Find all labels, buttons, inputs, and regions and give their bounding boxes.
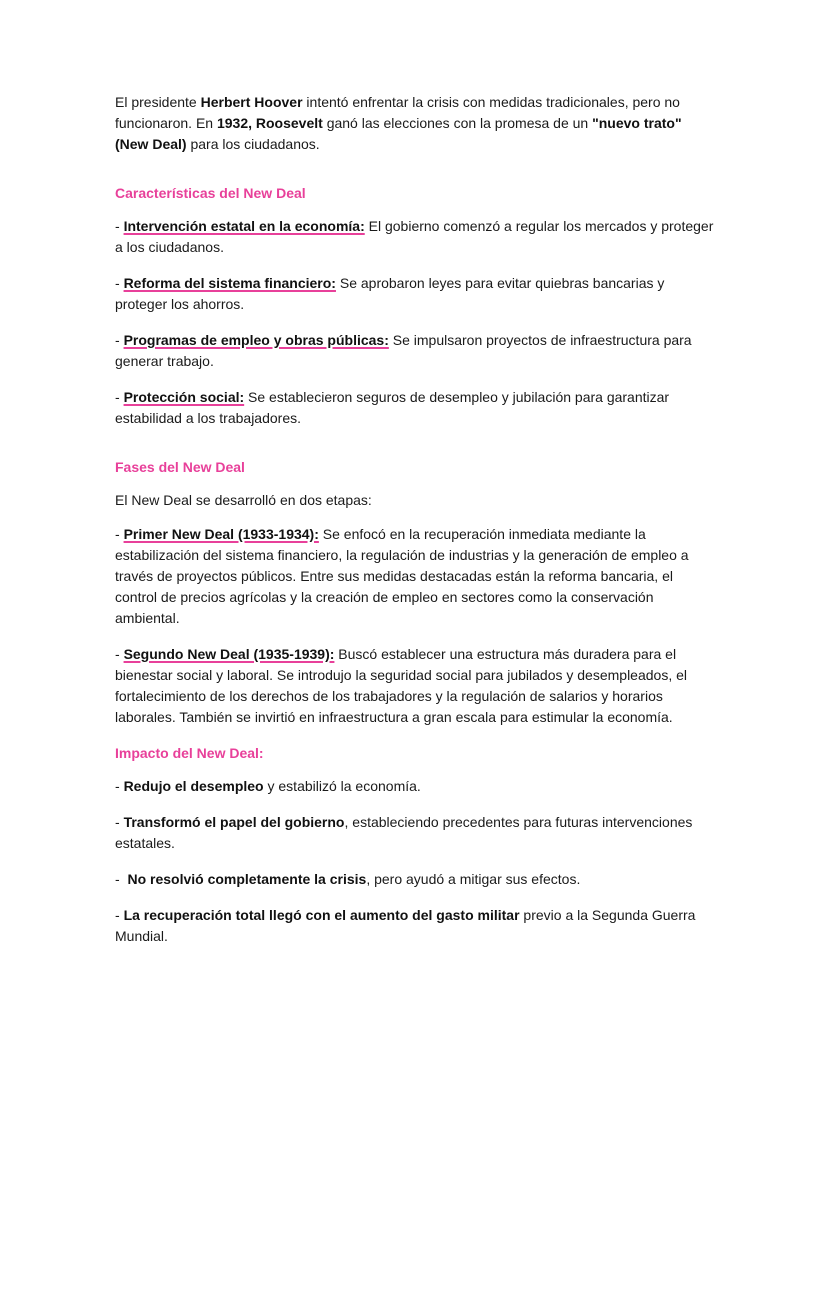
item-text: previo a la Segunda Guerra Mundial. (115, 907, 696, 944)
item-dash: - (115, 814, 124, 830)
item-dash: - (115, 778, 124, 794)
list-item (115, 387, 715, 429)
list-item (115, 812, 715, 854)
item-dash: - (115, 332, 124, 348)
intro-text: El presidente (115, 94, 201, 110)
list-item (115, 869, 715, 890)
fases-lead: El New Deal se desarrolló en dos etapas: (115, 492, 372, 508)
section-heading-impacto: Impacto del New Deal: (115, 745, 264, 761)
intro-paragraph (115, 92, 715, 155)
intro-bold-new-deal: "nuevo trato" (New Deal) (115, 115, 682, 152)
list-item (115, 905, 715, 947)
item-dash: - (115, 218, 124, 234)
item-term: Segundo New Deal (1935-1939): (123, 646, 335, 662)
list-item (115, 776, 715, 797)
item-term: La recuperación total llegó con el aumento del gasto militar (123, 907, 520, 923)
item-text: Se aprobaron leyes para evitar quiebras bancarias y proteger los ahorros. (115, 275, 665, 312)
item-text: Se enfocó en la recuperación inmediata mediante la estabilización del sistema financiero, la regulación de industrias y la generación de empleo a través de proyectos públicos. Entre sus medidas destacadas están la reforma bancaria, el control de precios agrícolas y la creación de empleo en sectores como la conservación ambiental. (115, 526, 689, 626)
list-item (115, 330, 715, 372)
item-dash: - (115, 389, 124, 405)
item-term: Intervención estatal en la economía: (123, 218, 365, 234)
intro-text: intentó enfrentar la crisis con medidas tradicionales, pero no funcionaron. En (115, 94, 680, 131)
list-item (115, 273, 715, 315)
document-page (115, 92, 715, 962)
item-text: El gobierno comenzó a regular los mercados y proteger a los ciudadanos. (115, 218, 714, 255)
item-text: Se establecieron seguros de desempleo y jubilación para garantizar estabilidad a los trabajadores. (115, 389, 670, 426)
item-term: Primer New Deal (1933-1934): (123, 526, 319, 542)
item-text: Buscó establecer una estructura más duradera para el bienestar social y laboral. Se introdujo la seguridad social para jubilados y desempleados, el fortalecimiento de los derechos de los trabajadores y la regulación de salarios y horarios laborales. También se invirtió en infraestructura a gran escala para estimular la economía. (115, 646, 688, 725)
list-item (115, 216, 715, 258)
intro-bold-roosevelt: 1932, Roosevelt (216, 115, 323, 131)
intro-bold-hoover: Herbert Hoover (200, 94, 303, 110)
item-dash: - (115, 526, 124, 542)
intro-text: ganó las elecciones con la promesa de un (322, 115, 593, 131)
item-term: Transformó el papel del gobierno (123, 814, 345, 830)
item-term: Reforma del sistema financiero: (123, 275, 336, 291)
item-term: No resolvió completamente la crisis (127, 871, 367, 887)
section-heading-caracteristicas: Características del New Deal (115, 185, 306, 201)
list-item (115, 524, 715, 629)
item-dash: - (115, 907, 124, 923)
item-term: Protección social: (123, 389, 245, 405)
item-term: Programas de empleo y obras públicas: (123, 332, 389, 348)
intro-text: para los ciudadanos. (186, 136, 320, 152)
item-text: y estabilizó la economía. (263, 778, 421, 794)
item-dash: - (115, 646, 124, 662)
item-term: Redujo el desempleo (123, 778, 264, 794)
item-dash: - (115, 871, 128, 887)
item-text: , pero ayudó a mitigar sus efectos. (366, 871, 581, 887)
item-dash: - (115, 275, 124, 291)
list-item (115, 644, 715, 728)
item-text: Se impulsaron proyectos de infraestructura para generar trabajo. (115, 332, 692, 369)
item-text: , estableciendo precedentes para futuras intervenciones estatales. (115, 814, 693, 851)
section-heading-fases: Fases del New Deal (115, 459, 245, 475)
